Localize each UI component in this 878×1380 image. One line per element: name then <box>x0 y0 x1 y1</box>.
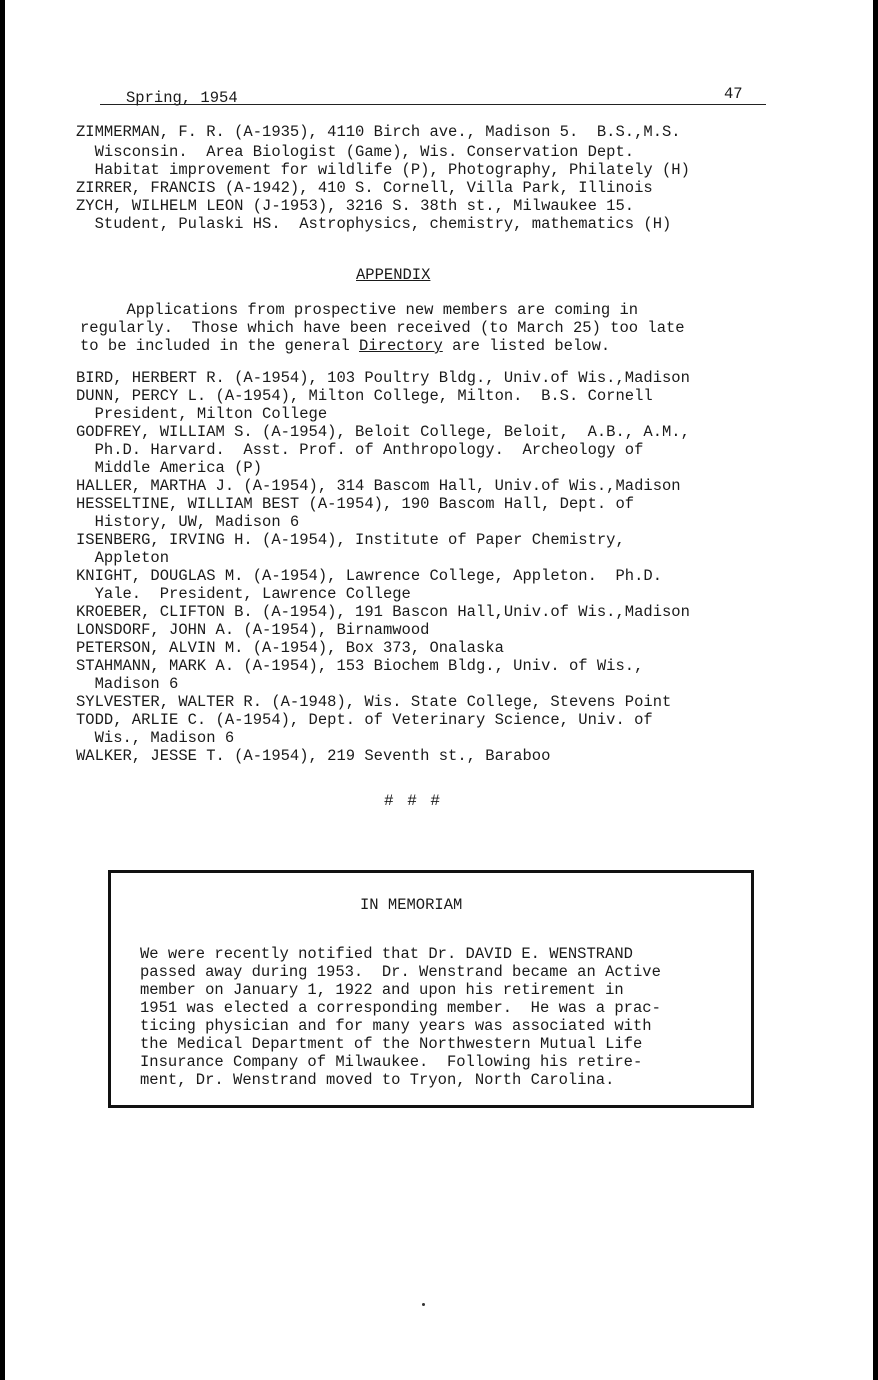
intro-text: are listed below. <box>442 337 611 355</box>
appendix-entry-line: KROEBER, CLIFTON B. (A-1954), 191 Bascon Hall,Univ.of Wis.,Madison <box>76 603 690 621</box>
appendix-entry-line: Wis., Madison 6 <box>76 729 235 747</box>
appendix-entry-line: SYLVESTER, WALTER R. (A-1948), Wis. State College, Stevens Point <box>76 693 672 711</box>
page-speck <box>422 1303 425 1306</box>
memoriam-line: the Medical Department of the Northwestern Mutual Life <box>140 1035 643 1053</box>
appendix-entry-line: History, UW, Madison 6 <box>76 513 300 531</box>
appendix-entry-line: Middle America (P) <box>76 459 263 477</box>
header-rule <box>100 104 766 105</box>
scan-border-right <box>873 0 878 1380</box>
appendix-entry-line: WALKER, JESSE T. (A-1954), 219 Seventh st., Baraboo <box>76 747 551 765</box>
directory-line: ZYCH, WILHELM LEON (J-1953), 3216 S. 38th st., Milwaukee 15. <box>76 197 635 215</box>
intro-line: regularly. Those which have been received (to March 25) too late <box>80 319 685 337</box>
memoriam-line: passed away during 1953. Dr. Wenstrand became an Active <box>140 963 661 981</box>
appendix-entry-line: PETERSON, ALVIN M. (A-1954), Box 373, Onalaska <box>76 639 504 657</box>
scan-border-left <box>0 0 5 1380</box>
memoriam-title: IN MEMORIAM <box>360 896 463 914</box>
appendix-title: APPENDIX <box>356 266 431 284</box>
appendix-entry-line: Ph.D. Harvard. Asst. Prof. of Anthropology. Archeology of <box>76 441 644 459</box>
appendix-entry-line: Madison 6 <box>76 675 179 693</box>
appendix-entry-line: KNIGHT, DOUGLAS M. (A-1954), Lawrence College, Appleton. Ph.D. <box>76 567 662 585</box>
directory-reference: Directory <box>359 337 443 355</box>
appendix-entry-line: HESSELTINE, WILLIAM BEST (A-1954), 190 Bascom Hall, Dept. of <box>76 495 635 513</box>
intro-text: to be included in the general <box>80 337 360 355</box>
memoriam-line: 1951 was elected a corresponding member. He was a prac- <box>140 999 661 1017</box>
directory-line: Student, Pulaski HS. Astrophysics, chemistry, mathematics (H) <box>76 215 672 233</box>
appendix-entry-line: TODD, ARLIE C. (A-1954), Dept. of Veterinary Science, Univ. of <box>76 711 653 729</box>
memoriam-line: Insurance Company of Milwaukee. Following his retire- <box>140 1053 643 1071</box>
directory-line: ZIRRER, FRANCIS (A-1942), 410 S. Cornell, Villa Park, Illinois <box>76 179 653 197</box>
appendix-entry-line: LONSDORF, JOHN A. (A-1954), Birnamwood <box>76 621 430 639</box>
appendix-entry-line: DUNN, PERCY L. (A-1954), Milton College, Milton. B.S. Cornell <box>76 387 653 405</box>
intro-line: Applications from prospective new members are coming in <box>80 301 639 319</box>
intro-line <box>80 338 610 355</box>
appendix-entry-line: Appleton <box>76 549 170 567</box>
appendix-entry-line: STAHMANN, MARK A. (A-1954), 153 Biochem Bldg., Univ. of Wis., <box>76 657 644 675</box>
appendix-entry-line: BIRD, HERBERT R. (A-1954), 103 Poultry Bldg., Univ.of Wis.,Madison <box>76 369 690 387</box>
issue-label: Spring, 1954 <box>126 89 238 107</box>
section-end-mark: # # # <box>384 792 443 810</box>
appendix-entry-line: ISENBERG, IRVING H. (A-1954), Institute of Paper Chemistry, <box>76 531 625 549</box>
directory-line: ZIMMERMAN, F. R. (A-1935), 4110 Birch ave., Madison 5. B.S.,M.S. <box>76 123 681 141</box>
appendix-entry-line: President, Milton College <box>76 405 328 423</box>
appendix-entry-line: GODFREY, WILLIAM S. (A-1954), Beloit College, Beloit, A.B., A.M., <box>76 423 690 441</box>
directory-line: Wisconsin. Area Biologist (Game), Wis. Conservation Dept. <box>76 143 635 161</box>
memoriam-line: We were recently notified that Dr. DAVID E. WENSTRAND <box>140 945 633 963</box>
directory-line: Habitat improvement for wildlife (P), Photography, Philately (H) <box>76 161 690 179</box>
memoriam-line: member on January 1, 1922 and upon his retirement in <box>140 981 624 999</box>
appendix-entry-line: HALLER, MARTHA J. (A-1954), 314 Bascom Hall, Univ.of Wis.,Madison <box>76 477 681 495</box>
page-number: 47 <box>724 85 743 103</box>
appendix-entry-line: Yale. President, Lawrence College <box>76 585 411 603</box>
memoriam-line: ment, Dr. Wenstrand moved to Tryon, North Carolina. <box>140 1071 615 1089</box>
memoriam-line: ticing physician and for many years was associated with <box>140 1017 652 1035</box>
